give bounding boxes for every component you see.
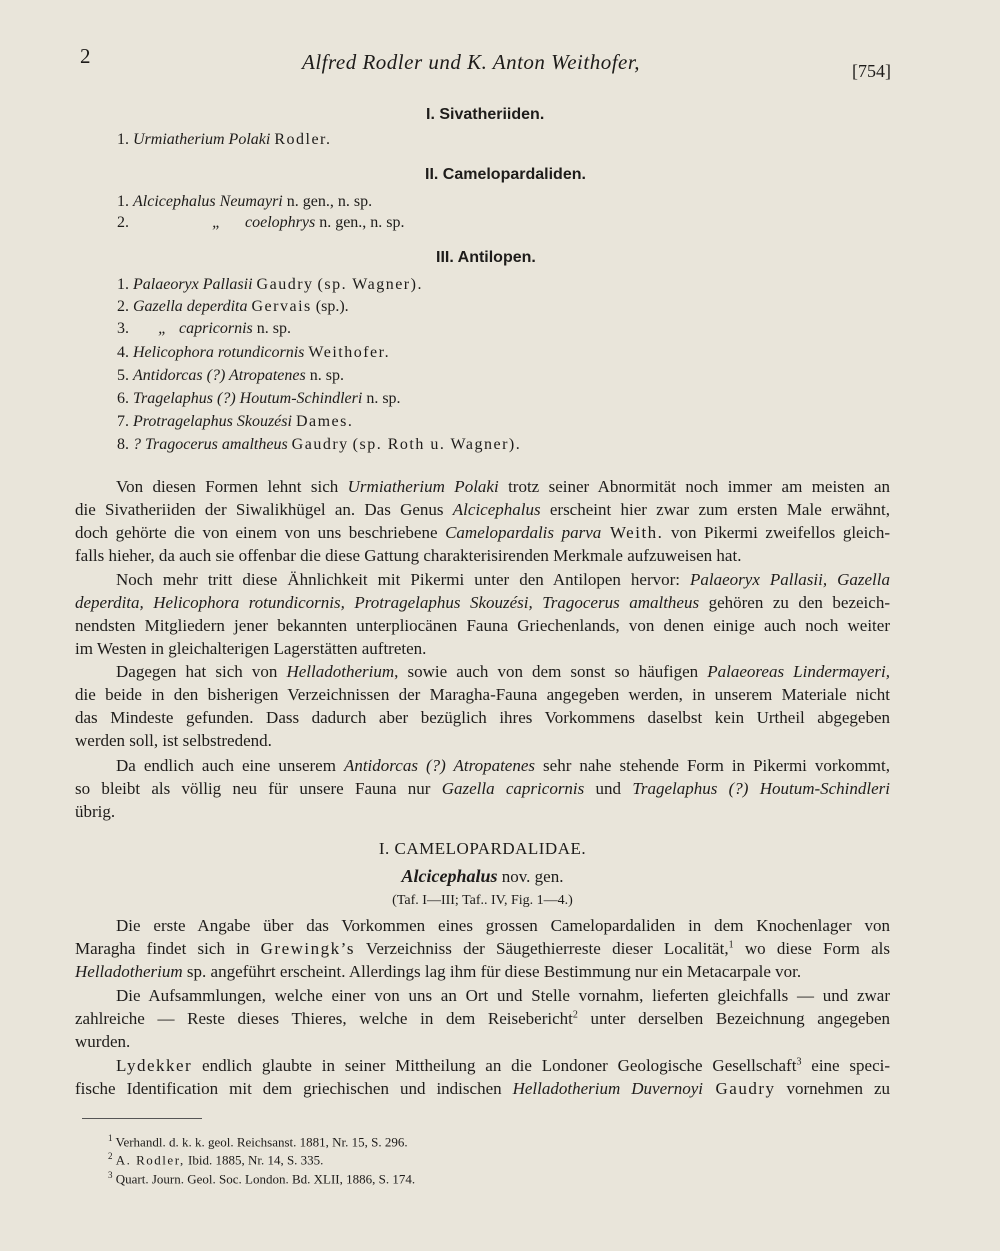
body-text-line: im Westen in gleichalterigen Lagerstätten auftreten. (75, 639, 427, 658)
body-text-line: werden soll, ist selbstredend. (75, 731, 272, 750)
body-text-line: Maragha findet sich in Grewingk’s Verzeichniss der Säugethierreste dieser Localität,$^1$ wo diese Form als (75, 939, 890, 958)
footnote-divider (82, 1118, 202, 1119)
list-item: 1. Urmiatherium Polaki Rodler. (117, 131, 332, 148)
chapter-heading: I. CAMELOPARDALIDAE. (378, 839, 587, 858)
list-item: 8. ? Tragocerus amaltheus Gaudry (sp. Roth u. Wagner). (117, 436, 522, 453)
section-heading-antilopen: III. Antilopen. (436, 249, 536, 266)
body-text-line: Von diesen Formen lehnt sich Urmiatherium Polaki trotz seiner Abnormität noch immer am meisten an (116, 477, 890, 496)
body-text-line: Noch mehr tritt diese Ähnlichkeit mit Pikermi unter den Antilopen hervor: Palaeoryx Pallasii, Gazella (116, 570, 890, 589)
plate-reference: (Taf. I—III; Taf.. IV, Fig. 1—4.) (392, 893, 573, 908)
footnote: $^3$ Quart. Journ. Geol. Soc. London. Bd. XLII, 1886, S. 174. (108, 1170, 416, 1187)
body-text-line: übrig. (75, 802, 116, 821)
list-item: 1. Alcicephalus Neumayri n. gen., n. sp. (117, 193, 373, 210)
body-text-line: so bleibt als völlig neu für unsere Fauna nur Gazella capricornis und Tragelaphus (?) Houtum-Schindleri (75, 779, 891, 798)
body-text-line: Dagegen hat sich von Helladotherium, sowie auch von dem sonst so häufigen Palaeoreas Lindermayeri, (116, 662, 890, 681)
body-text-line: Lydekker endlich glaubte in seiner Mittheilung an die Londoner Geologische Gesellschaft$^3$ eine speci- (116, 1056, 890, 1075)
body-text-line: die beide in den bisherigen Verzeichnissen der Maragha-Fauna angegeben werden, in unserem Materiale nicht (75, 685, 890, 704)
body-text-line: Die erste Angabe über das Vorkommen eines grossen Camelopardaliden in dem Knochenlager von (116, 916, 890, 935)
section-heading-sivatheriiden: I. Sivatheriiden. (426, 106, 545, 123)
genus-heading: Alcicephalus nov. gen. (401, 866, 564, 886)
list-item: 2. Gazella deperdita Gervais (sp.). (117, 298, 349, 315)
list-item: 1. Palaeoryx Pallasii Gaudry (sp. Wagner). (117, 276, 423, 293)
footnote: $^1$ Verhandl. d. k. k. geol. Reichsanst. 1881, Nr. 15, S. 296. (108, 1133, 408, 1150)
list-item: 6. Tragelaphus (?) Houtum-Schindleri n. sp. (117, 390, 401, 407)
list-item: 4. Helicophora rotundicornis Weithofer. (117, 344, 391, 361)
page-number: 2 (80, 44, 91, 68)
body-text-line: falls hieher, da auch sie offenbar die diese Gattung charakterisirenden Merkmale aufzuweisen hat. (75, 546, 742, 565)
list-item: 3. „ capricornis n. sp. (117, 320, 292, 337)
section-heading-camelopardaliden: II. Camelopardaliden. (425, 166, 586, 183)
list-item: 7. Protragelaphus Skouzési Dames. (117, 413, 354, 430)
body-text-line: die Sivatheriiden der Siwalikhügel an. Das Genus Alcicephalus erscheint hier zwar zum ersten Male erwähnt, (75, 500, 890, 519)
body-text-line: deperdita, Helicophora rotundicornis, Protragelaphus Skouzési, Tragocerus amaltheus gehören zu den bezeich- (75, 593, 890, 612)
body-text-line: Da endlich auch eine unserem Antidorcas (?) Atropatenes sehr nahe stehende Form in Pikermi vorkommt, (116, 756, 891, 775)
body-text-line: doch gehörte die von einem von uns beschriebene Camelopardalis parva Weith. von Pikermi zweifellos gleich- (75, 523, 891, 542)
footnote: $^2$ A. Rodler, Ibid. 1885, Nr. 14, S. 335. (108, 1151, 324, 1168)
body-text-line: Die Aufsammlungen, welche einer von uns an Ort und Stelle vornahm, lieferten gleichfalls — und zwar (116, 986, 890, 1005)
page-reference: [754] (852, 61, 891, 81)
page-header-title: Alfred Rodler und K. Anton Weithofer, (302, 50, 640, 74)
body-text-line: fische Identification mit dem griechischen und indischen Helladotherium Duvernoyi Gaudry vornehmen zu (75, 1079, 891, 1098)
body-text-line: zahlreiche — Reste dieses Thieres, welche in dem Reisebericht$^2$ unter derselben Bezeichnung angegeben (75, 1009, 890, 1028)
body-text-line: Helladotherium sp. angeführt erscheint. Allerdings lag ihm für diese Bestimmung nur ein Metacarpale vor. (75, 962, 802, 981)
body-text-line: nendsten Mitgliedern jener bekannten unterpliocänen Fauna Griechenlands, von denen einige auch noch weiter (75, 616, 890, 635)
list-item: 5. Antidorcas (?) Atropatenes n. sp. (117, 367, 344, 384)
list-item: 2. „ coelophrys n. gen., n. sp. (117, 214, 405, 231)
body-text-line: wurden. (75, 1032, 131, 1051)
body-text-line: das Mindeste gefunden. Dass dadurch aber bezüglich ihres Vorkommens daselbst kein Urtheil abgegeben (75, 708, 890, 727)
